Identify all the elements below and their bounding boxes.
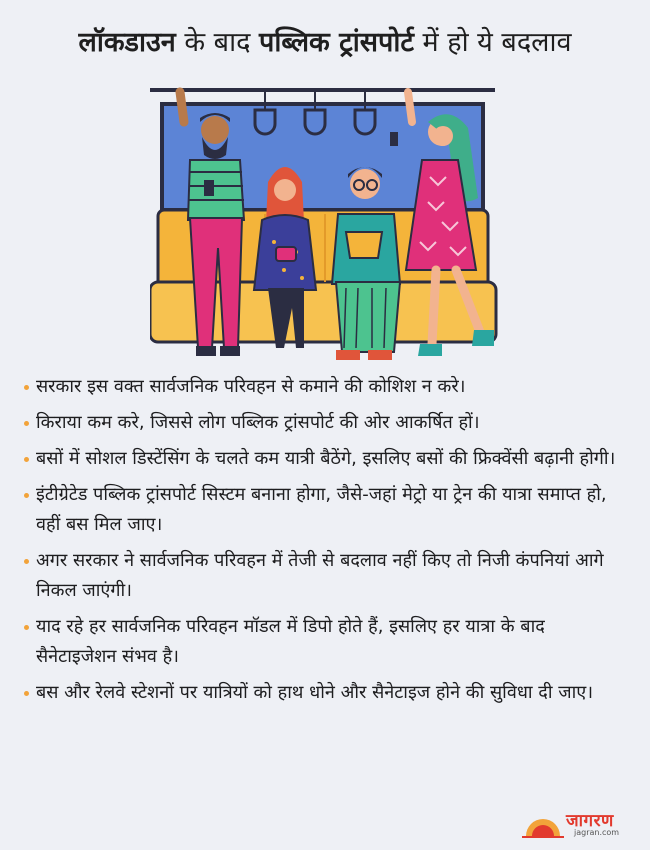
bullet-icon [24, 385, 29, 390]
logo-site-text: jagran.com [574, 828, 620, 837]
bullet-icon [24, 457, 29, 462]
bullet-icon [24, 559, 29, 564]
point-text: बस और रेलवे स्टेशनों पर यात्रियों को हाथ धोने और सैनेटाइज होने की सुविधा दी जाए। [36, 682, 594, 703]
list-item [24, 546, 624, 606]
title-part-lockdown: लॉकडाउन [78, 27, 176, 58]
list-item [24, 372, 624, 402]
point-text: किराया कम करे, जिससे लोग पब्लिक ट्रांसपोर्ट की ओर आकर्षित हों। [36, 412, 480, 433]
bullet-icon [24, 493, 29, 498]
title-part-public-transport: पब्लिक ट्रांसपोर्ट [259, 27, 414, 58]
point-text: बसों में सोशल डिस्टेंसिंग के चलते कम यात्री बैठेंगे, इसलिए बसों की फ्रिक्वेंसी बढ़ानी होगी। [36, 448, 616, 469]
title-part-changes: में हो ये बदलाव [413, 27, 572, 58]
sunrise-icon [522, 810, 564, 840]
metro-passengers-illustration [150, 82, 500, 367]
jagran-logo [522, 806, 632, 842]
list-item [24, 444, 624, 474]
bullet-icon [24, 625, 29, 630]
point-text: अगर सरकार ने सार्वजनिक परिवहन में तेजी से बदलाव नहीं किए तो निजी कंपनियां आगे निकल जाएंगी। [36, 550, 604, 601]
list-item [24, 408, 624, 438]
list-item [24, 480, 624, 540]
point-text: सरकार इस वक्त सार्वजनिक परिवहन से कमाने की कोशिश न करे। [36, 376, 466, 397]
page-title [0, 22, 650, 59]
point-text: इंटीग्रेटेड पब्लिक ट्रांसपोर्ट सिस्टम बनाना होगा, जैसे-जहां मेट्रो या ट्रेन की यात्रा समाप्त हो, वहीं बस मिल जाए। [36, 484, 607, 535]
logo-brand-text: जागरण [566, 811, 614, 831]
list-item [24, 678, 624, 708]
bullet-icon [24, 421, 29, 426]
key-points-list [24, 372, 624, 714]
list-item [24, 612, 624, 672]
title-part-after: के बाद [175, 27, 260, 58]
point-text: याद रहे हर सार्वजनिक परिवहन मॉडल में डिपो होते हैं, इसलिए हर यात्रा के बाद सैनेटाइजेशन संभव है। [36, 616, 545, 667]
bullet-icon [24, 691, 29, 696]
